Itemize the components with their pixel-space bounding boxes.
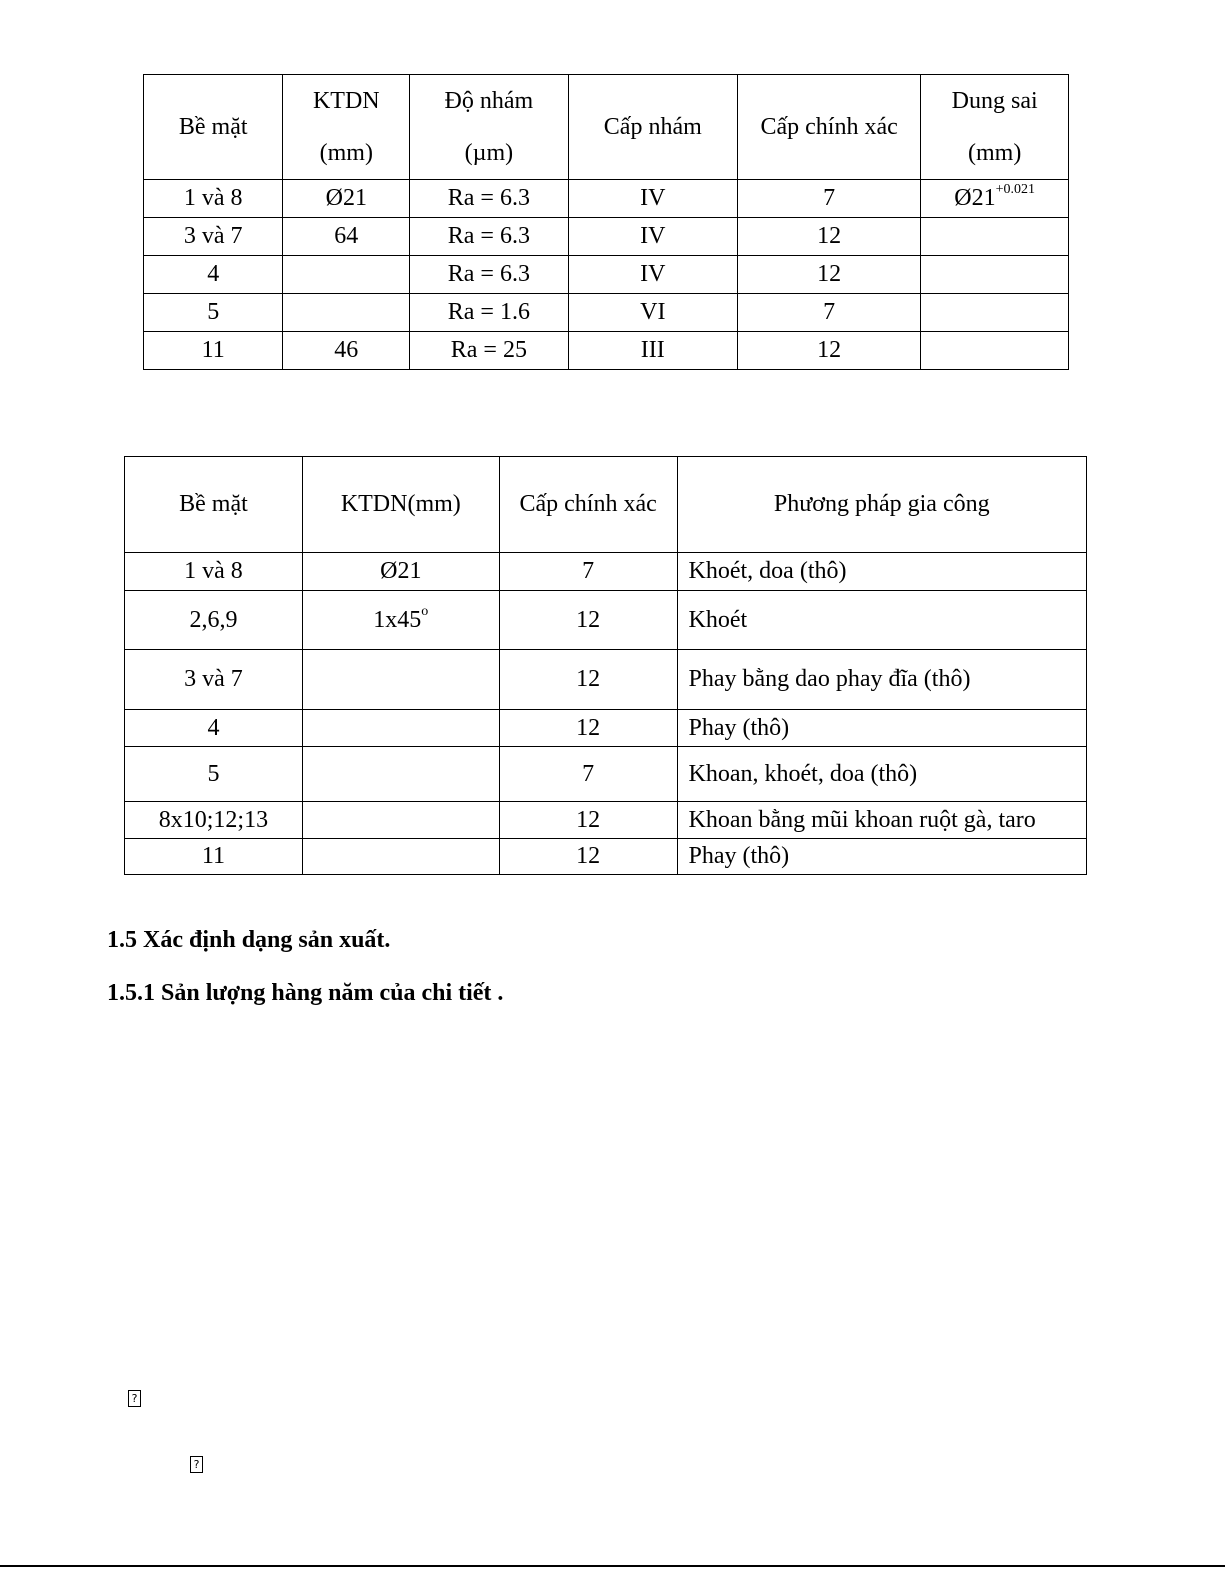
header-roughness-grade: Cấp nhám [568,75,737,180]
table-header-row [144,75,1069,180]
tolerance-value: Ø21 [954,185,996,212]
cell [921,332,1069,370]
tolerance-superscript: +0.021 [995,182,1036,198]
cell: 12 [499,591,677,650]
cell: 1 và 8 [144,180,283,218]
cell: 64 [283,218,410,256]
table-row [125,710,1087,747]
cell: Ra = 6.3 [410,256,568,294]
cell: 46 [283,332,410,370]
cell: 11 [125,839,303,875]
cell: 7 [499,553,677,591]
cell: 7 [737,294,920,332]
cell: 2,6,9 [125,591,303,650]
cell: Ra = 25 [410,332,568,370]
section-heading-1-5-1: 1.5.1 Sản lượng hàng năm của chi tiết . [107,980,504,1006]
table-row [144,218,1069,256]
cell: 12 [499,650,677,710]
header-surface: Bề mặt [125,457,303,553]
missing-glyph-icon: ? [128,1390,141,1407]
chamfer-value: 1x45 [373,606,422,633]
cell [302,802,499,839]
missing-glyph-icon: ? [190,1456,203,1473]
cell: 8x10;12;13 [125,802,303,839]
cell: III [568,332,737,370]
cell: Khoan, khoét, doa (thô) [677,747,1086,802]
cell: 4 [125,710,303,747]
cell: Phay (thô) [677,839,1086,875]
cell: 7 [737,180,920,218]
cell: 12 [499,710,677,747]
table-row [144,294,1069,332]
degree-superscript: o [421,603,429,619]
header-roughness: Độ nhám (µm) [410,75,568,180]
cell: 12 [499,802,677,839]
cell: 3 và 7 [144,218,283,256]
table-row [125,747,1087,802]
cell: 12 [737,256,920,294]
cell: 12 [737,218,920,256]
surface-roughness-table [143,74,1069,370]
table-row [125,802,1087,839]
cell [302,710,499,747]
cell: Ø21 [302,553,499,591]
cell: Khoét [677,591,1086,650]
header-tolerance: Dung sai (mm) [921,75,1069,180]
cell: Ra = 6.3 [410,180,568,218]
cell: 5 [144,294,283,332]
cell: 12 [737,332,920,370]
table-row [125,839,1087,875]
cell: Khoan bằng mũi khoan ruột gà, taro [677,802,1086,839]
cell: Phay bằng dao phay đĩa (thô) [677,650,1086,710]
header-machining-method: Phương pháp gia công [677,457,1086,553]
cell: IV [568,256,737,294]
header-accuracy-grade: Cấp chính xác [737,75,920,180]
cell [283,294,410,332]
table-row [144,332,1069,370]
cell: VI [568,294,737,332]
page-bottom-border [0,1565,1225,1567]
table-row [125,591,1087,650]
table-row [125,553,1087,591]
cell: Ø21 [283,180,410,218]
cell: 7 [499,747,677,802]
table-row [144,256,1069,294]
cell: 4 [144,256,283,294]
cell: 3 và 7 [125,650,303,710]
cell: IV [568,180,737,218]
cell: 1 và 8 [125,553,303,591]
cell: Ra = 1.6 [410,294,568,332]
cell [921,294,1069,332]
section-heading-1-5: 1.5 Xác định dạng sản xuất. [107,927,391,953]
cell: 5 [125,747,303,802]
cell [302,650,499,710]
header-surface: Bề mặt [144,75,283,180]
header-accuracy-grade: Cấp chính xác [499,457,677,553]
table-row [144,180,1069,218]
cell [302,839,499,875]
cell: Ra = 6.3 [410,218,568,256]
tolerance-cell [921,180,1069,218]
cell: 11 [144,332,283,370]
cell: 12 [499,839,677,875]
cell [921,218,1069,256]
cell [921,256,1069,294]
header-ktdn: KTDN(mm) [302,457,499,553]
cell [302,747,499,802]
table-row [125,650,1087,710]
header-ktdn: KTDN (mm) [283,75,410,180]
chamfer-cell [302,591,499,650]
cell: Khoét, doa (thô) [677,553,1086,591]
cell: IV [568,218,737,256]
cell: Phay (thô) [677,710,1086,747]
cell [283,256,410,294]
table-header-row [125,457,1087,553]
machining-method-table [124,456,1087,875]
